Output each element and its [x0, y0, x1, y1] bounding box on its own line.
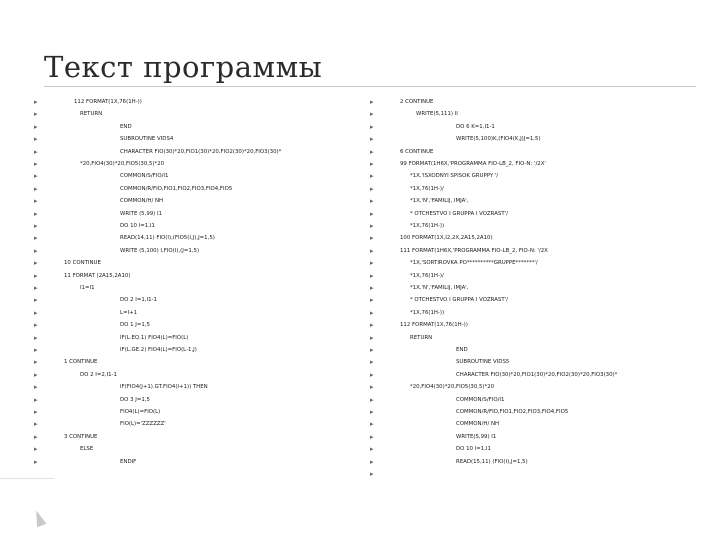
bullet-icon: ▸ — [34, 395, 38, 404]
code-line-text: WRITE (5,99) I1 — [120, 210, 163, 217]
bullet-icon: ▸ — [370, 383, 374, 392]
code-line-text: SUBROUTINE VIDS4 — [120, 136, 174, 143]
code-line-text: 3 CONTINUE — [64, 433, 98, 440]
code-line-text: CHARACTER FIO(30)*20,FIO1(30)*20,FIO2(30)*20,FIO3(30)* — [456, 371, 618, 378]
bullet-icon: ▸ — [34, 209, 38, 218]
bullet-icon: ▸ — [370, 197, 374, 206]
code-line-text: DO 2 I=1,I1-1 — [120, 297, 157, 304]
bullet-icon: ▸ — [34, 135, 38, 144]
code-line-text: FIO4(L)=FIO(L) — [120, 409, 161, 415]
code-column-right — [370, 96, 700, 478]
bullet-icon: ▸ — [34, 160, 38, 168]
bullet-icon: ▸ — [370, 358, 374, 367]
bullet-icon: ▸ — [370, 284, 374, 292]
bullet-icon: ▸ — [370, 333, 374, 342]
code-line-text: DO 10 I=1,I1 — [456, 446, 491, 453]
bullet-icon: ▸ — [34, 383, 38, 392]
bullet-icon: ▸ — [34, 184, 38, 193]
code-line-text: * OTCHESTVO I GRUPPA I VOZRAST'/ — [410, 210, 508, 217]
bullet-icon: ▸ — [34, 271, 38, 280]
bullet-icon: ▸ — [34, 296, 38, 305]
code-line-text: I1=I1 — [80, 285, 95, 291]
code-line-text: 1 CONTINUE — [64, 359, 98, 366]
bullet-icon: ▸ — [34, 259, 38, 268]
bullet-icon: ▸ — [34, 197, 38, 206]
code-line-text: COMMON/S/FIO/I1 — [456, 396, 505, 403]
code-line-text: *20,FIO4(30)*20,FIO5(30,5)*20 — [410, 384, 495, 391]
code-line-text: COMMON/R/FIO,FIO1,FIO2,FIO3,FIO4,FIO5 — [456, 409, 569, 415]
bullet-icon: ▸ — [370, 110, 374, 119]
code-line-text: 2 CONTINUE — [400, 99, 434, 105]
bullet-icon: ▸ — [34, 370, 38, 379]
bullet-icon: ▸ — [370, 246, 374, 255]
bullet-icon: ▸ — [370, 135, 374, 144]
code-line-text: IF(L.EQ.1) FIO4(L)=FIO(L) — [120, 334, 189, 341]
bullet-icon: ▸ — [370, 346, 374, 354]
code-line-text: COMMON/H/ NH — [456, 421, 500, 428]
code-line-text: ENDIF — [120, 458, 137, 465]
code-line-text: *1X,'SORTIROVKA PO**********GRUPPE*******'/ — [410, 260, 538, 267]
code-line-text: 10 CONTINUE — [64, 260, 101, 267]
bullet-icon: ▸ — [34, 110, 38, 119]
code-line-text: IF(L.GE.2) FIO4(L)=FIO(L-1,J) — [120, 347, 197, 353]
bullet-icon: ▸ — [34, 358, 38, 367]
bullet-icon: ▸ — [370, 296, 374, 305]
bullet-icon: ▸ — [370, 259, 374, 268]
code-line-text: 6 CONTINUE — [400, 148, 434, 155]
bullet-icon: ▸ — [34, 457, 38, 466]
code-line-text: END — [456, 347, 468, 353]
code-line-text: END — [120, 123, 132, 130]
bullet-icon: ▸ — [370, 420, 374, 429]
code-line-text: COMMON/S/FIO/I1 — [120, 173, 169, 180]
code-line-text: READ(15,11) (FIO(I),J=1,5) — [456, 458, 528, 465]
code-line-text: L=I+1 — [120, 309, 138, 316]
bullet-icon: ▸ — [370, 470, 374, 478]
code-line-text: 112 FORMAT(1X,76(1H-)) — [74, 99, 142, 105]
bullet-icon: ▸ — [370, 432, 374, 441]
bullet-icon: ▸ — [370, 395, 374, 404]
code-line-text: *1X,'N','FAMILIJ, IMJA', — [410, 285, 469, 291]
slide-title: Текст программы — [44, 50, 323, 84]
bullet-icon: ▸ — [370, 122, 374, 131]
bullet-icon: ▸ — [34, 98, 38, 106]
code-line-text: COMMON/R/FIO,FIO1,FIO2,FIO3,FIO4,FIO5 — [120, 185, 233, 192]
bullet-icon: ▸ — [370, 172, 374, 181]
bullet-icon: ▸ — [370, 308, 374, 317]
bullet-icon: ▸ — [370, 271, 374, 280]
bullet-icon: ▸ — [34, 432, 38, 441]
code-line-text: WRITE(5,99) I1 — [456, 433, 497, 440]
code-line-text: * OTCHESTVO I GRUPPA I VOZRAST'/ — [410, 297, 508, 304]
code-line-text: SUBROUTINE VIDS5 — [456, 359, 510, 366]
code-line-text: 100 FORMAT(1X,I2,2X,2A15,2A10) — [400, 235, 493, 242]
code-line-text: DO 3 J=1,5 — [120, 396, 150, 403]
bullet-icon: ▸ — [370, 408, 374, 416]
code-line-text: DO 10 I=1,I1 — [120, 223, 155, 229]
bullet-icon: ▸ — [34, 333, 38, 342]
bullet-icon: ▸ — [34, 321, 38, 330]
code-line-text: *20,FIO4(30)*20,FIO5(30,5)*20 — [80, 161, 165, 167]
bullet-icon: ▸ — [370, 321, 374, 330]
bullet-icon: ▸ — [34, 246, 38, 255]
bullet-icon: ▸ — [370, 222, 374, 230]
bullet-icon: ▸ — [34, 420, 38, 429]
bullet-icon: ▸ — [370, 234, 374, 243]
code-line-text: 99 FORMAT(1H6X,'PROGRAMMA FIO-LB_2, FIO-N: '/2X' — [400, 161, 546, 167]
code-line-text: COMMON/H/ NH — [120, 198, 164, 205]
arrow-decoration-icon — [32, 509, 47, 527]
bullet-icon: ▸ — [34, 147, 38, 156]
code-line-text: WRITE (5,100) I,FIO(I),(J=1,5) — [120, 247, 200, 254]
code-line-text: *1X,76(1H-)) — [410, 309, 445, 316]
code-line-text: 11 FORMAT (2A15,2A10) — [64, 272, 131, 279]
code-line-text: 112 FORMAT(1X,76(1H-)) — [400, 322, 468, 329]
code-line-text: RETURN — [80, 111, 103, 118]
bullet-icon: ▸ — [370, 160, 374, 168]
bullet-icon: ▸ — [34, 408, 38, 416]
bullet-icon: ▸ — [34, 445, 38, 454]
code-line-text: WRITE(5,111) II — [416, 111, 458, 118]
code-line-text: DO 1 J=1,5 — [120, 322, 150, 329]
bullet-icon: ▸ — [34, 122, 38, 131]
code-line-text: DO 6 K=1,I1-1 — [456, 123, 495, 130]
code-line-text: *1X,76(1H-)/ — [410, 272, 444, 279]
bullet-icon: ▸ — [34, 222, 38, 230]
bullet-icon: ▸ — [34, 172, 38, 181]
bullet-icon: ▸ — [34, 284, 38, 292]
code-line-text: *1X,'N','FAMILIJ, IMJA', — [410, 198, 469, 205]
bullet-icon: ▸ — [370, 147, 374, 156]
bullet-icon: ▸ — [370, 98, 374, 106]
corner-rule — [0, 478, 54, 479]
code-line-text: WRITE(5,100)K,(FIO4(K,J)J=1,5) — [456, 136, 541, 143]
title-underline — [44, 86, 696, 87]
code-line-text: *1X,76(1H-)) — [410, 223, 445, 229]
bullet-icon: ▸ — [370, 184, 374, 193]
bullet-icon: ▸ — [370, 457, 374, 466]
code-line-text: READ(14,11) FIO(I),(FIO5(I,J),J=1,5) — [120, 235, 215, 242]
code-line-text: DO 2 I=2,I1-1 — [80, 371, 117, 378]
code-line-text: FIO(L)='ZZZZZZ' — [120, 421, 166, 428]
code-line-text: *1X,'ISXODNYI SPISOK GRUPPY '/ — [410, 173, 499, 180]
code-line-text: RETURN — [410, 334, 433, 341]
bullet-icon: ▸ — [34, 234, 38, 243]
code-column-left — [34, 96, 360, 466]
bullet-icon: ▸ — [370, 370, 374, 379]
code-line-text: CHARACTER FIO(30)*20,FIO1(30)*20,FIO2(30)*20,FIO3(30)* — [120, 148, 282, 155]
bullet-icon: ▸ — [370, 445, 374, 454]
bullet-icon: ▸ — [34, 308, 38, 317]
code-line-text: IF(FIO4(J+1).GT.FIO4(I+1)) THEN — [120, 384, 208, 391]
code-line-text: 111 FORMAT(1H6X,'PROGRAMMA FIO-LB_2, FIO-N: '/2X — [400, 247, 548, 254]
code-line-text: ELSE — [80, 446, 94, 453]
code-line-text: *1X,76(1H-)/ — [410, 185, 444, 192]
bullet-icon: ▸ — [370, 209, 374, 218]
bullet-icon: ▸ — [34, 346, 38, 354]
